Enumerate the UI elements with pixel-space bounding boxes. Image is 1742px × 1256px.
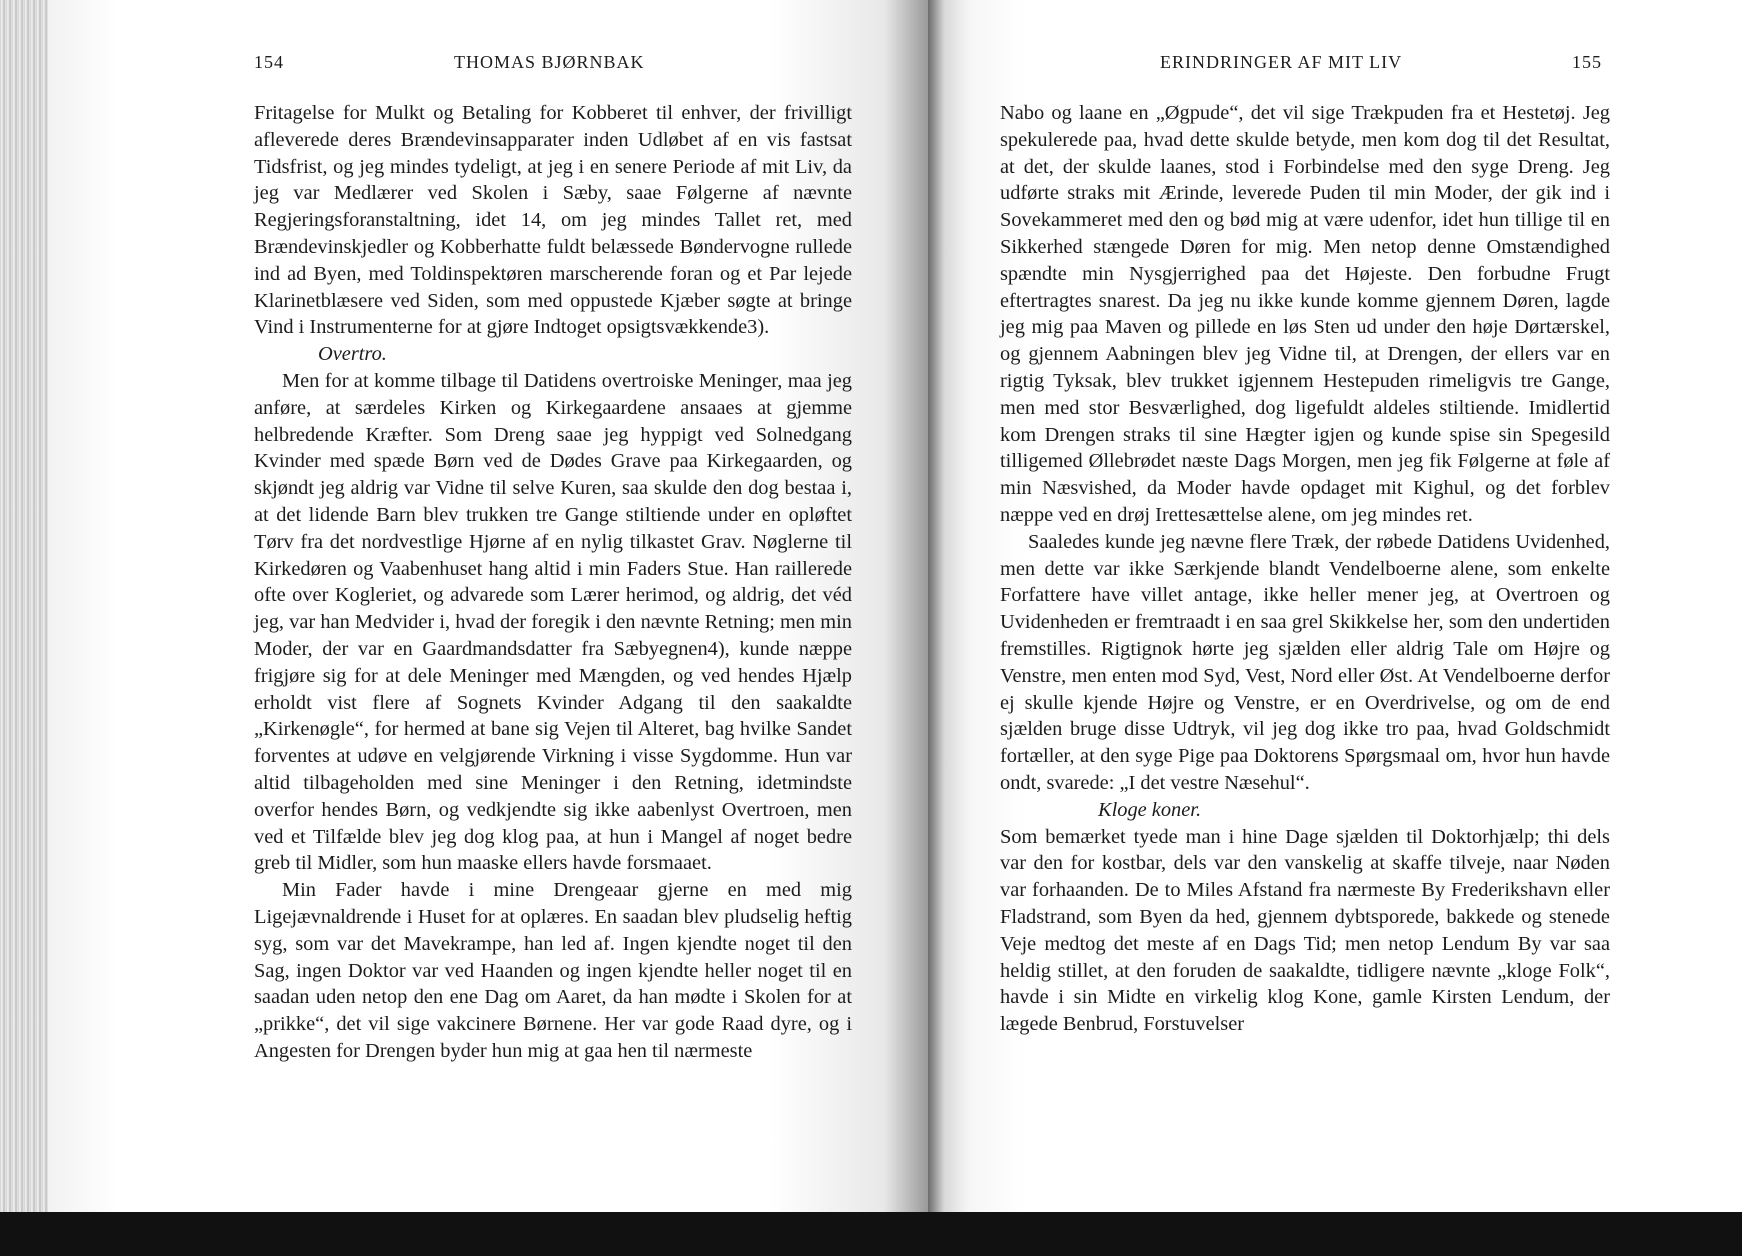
paragraph: Nabo og laane en „Øgpude“, det vil sige Trækpuden fra et Hestetøj. Jeg spekulerede paa, hvad dette skulde betyde, men kom dog til det Resultat, at det, der skulde laanes, stod i Forbindelse med den syge Dreng. Jeg udførte straks mit Ærinde, leverede Puden til min Moder, der gik ind i Sovekammeret med den og bød mig at være udenfor, idet hun tillige til en Sikkerhed stængede Døren for mig. Men netop denne Omstændighed spændte min Nysgjerrighed paa det Højeste. Den forbudne Frugt eftertragtes snarest. Da jeg nu ikke kunde komme gjennem Døren, lagde jeg mig paa Maven og pillede en løs Sten ud under den høje Dørtærskel, og gjennem Aabningen blev jeg Vidne til, at Drengen, der ellers var en rigtig Tyksak, blev trukket igjennem Hestepuden rimeligvis tre Gange, men med stor Besværlighed, dog ligefuldt aldeles stiltiende. Imidlertid kom Drengen straks til sine Hægter igjen og kunde spise sin Spegesild tilligemed Øllebrødet næste Dags Morgen, men jeg fik Følgerne at føle af min Næsvished, da Moder havde opdaget mit Kighul, og det forblev næppe ved en drøj Irettesættelse alene, om jeg mindes ret. (1000, 102, 1610, 526)
right-body-text (1000, 100, 1610, 1038)
paragraph: Men for at komme tilbage til Datidens overtroiske Meninger, maa jeg anføre, at særdeles Kirken og Kirkegaardene ansaaes at gjemme helbredende Kræfter. Som Dreng saae jeg hyppigt ved Solnedgang Kvinder med spæde Børn ved de Dødes Grave paa Kirkegaarden, og skjøndt jeg aldrig var Vidne til selve Kuren, saa skulde den dog bestaa i, at det lidende Barn blev trukken tre Gange stiltiende under en opløftet Tørv fra det nordvestlige Hjørne af en nylig tilkastet Grav. Nøglerne til Kirkedøren og Vaabenhuset hang altid i min Faders Stue. Han raillerede ofte over Kogleriet, og advarede som Lærer herimod, og aldrig, det véd jeg, var han Medvider i, hvad der foregik i den nævnte Retning; men min Moder, der var en Gaardmandsdatter fra Sæbyegnen4), kunde næppe frigjøre sig for at dele Meninger med Mængden, og ved hendes Hjælp erholdt vist flere af Sognets Kvinder Adgang til den saakaldte „Kirkenøgle“, for hermed at bane sig Vejen til Alteret, bag hvilke Sandet forventes at udøve en velgjørende Virkning i visse Sygdomme. Hun var altid tilbageholden med sine Meninger i den Retning, idetmindste overfor hendes Børn, og vedkjendte sig ikke aabenlyst Overtroen, men ved et Tilfælde blev jeg dog klog paa, at hun i Mangel af noget bedre greb til Midler, som hun maaske ellers havde forsmaaet. (254, 369, 852, 875)
right-page-number: 155 (1572, 52, 1602, 72)
section-heading: Overtro. (318, 343, 387, 366)
left-page-number: 154 (254, 52, 284, 72)
left-running-head: THOMAS BJØRNBAK (454, 52, 645, 72)
paragraph: Saaledes kunde jeg nævne flere Træk, der røbede Datidens Uvidenhed, men dette var ikke Særkjende blandt Vendelboerne alene, som enkelte Forfattere have villet antage, ikke heller mener jeg, at Overtroen og Uvidenheden er fremtraadt i en saa grel Skikkelse her, som den undertiden fremstilles. Rigtignok hørte jeg sjælden eller aldrig Tale om Højre og Venstre, men enten mod Syd, Vest, Nord eller Øst. At Vendelboerne derfor ej skulle kjende Højre og Venstre, er en Overdrivelse, og om de end sjælden bruge disse Udtryk, vil jeg dog ikke tro paa, hvad Goldschmidt fortæller, at den syge Pige paa Doktorens Spørgsmaal om, hvor hun havde ondt, svarede: „I det vestre Næsehul“. (1000, 530, 1610, 794)
paragraph: Fritagelse for Mulkt og Betaling for Kobberet til enhver, der frivilligt afleverede deres Brændevinsapparater inden Udløbet af en vis fastsat Tidsfrist, og jeg mindes tydeligt, at jeg i en senere Periode af mit Liv, da jeg var Medlærer ved Skolen i Sæby, saae Følgerne af nævnte Regjeringsforanstaltning, idet 14, om jeg mindes Tallet ret, med Brændevinskjedler og Kobberhatte fuldt belæssede Bøndervogne rullede ind ad Byen, med Toldinspektøren marscherende foran og et Par lejede Klarinetblæsere ved Siden, som med oppustede Kjæber søgte at bringe Vind i Instrumenterne for at gjøre Indtoget opsigtsvækkende3). (254, 102, 852, 339)
right-page (928, 0, 1742, 1212)
left-body-text (254, 100, 852, 1065)
right-running-head: ERINDRINGER AF MIT LIV (1160, 52, 1403, 72)
scanner-background (0, 1212, 1742, 1256)
left-page (48, 0, 928, 1215)
paragraph: Min Fader havde i mine Drengeaar gjerne en med mig Ligejævnaldrende i Huset for at oplæres. En saadan blev pludselig heftig syg, som var det Mavekrampe, han led af. Ingen kjendte noget til den Sag, ingen Doktor var ved Haanden og ingen kjendte heller noget til en saadan uden netop den ene Dag om Aaret, da han mødte i Skolen for at „prikke“, det vil sige vakcinere Børnene. Her var gode Raad dyre, og i Angesten for Drengen byder hun mig at gaa hen til nærmeste (254, 879, 852, 1062)
section-heading: Kloge koner. (1098, 798, 1202, 821)
paragraph: Som bemærket tyede man i hine Dage sjælden til Doktorhjælp; thi dels var den for kostbar, dels var den vanskelig at skaffe tilveje, naar Nøden var forhaanden. De to Miles Afstand fra nærmeste By Frederikshavn eller Fladstrand, som Byen da hed, gjennem dybtsporede, bakkede og stenede Veje medtog det meste af en Dags Tid; men netop Lendum By var saa heldig stillet, at den foruden de saakaldte, tidligere nævnte „kloge Folk“, havde i sin Midte en virkelig klog Kone, gamle Kirsten Lendum, der lægede Benbrud, Forstuvelser (1000, 825, 1610, 1036)
